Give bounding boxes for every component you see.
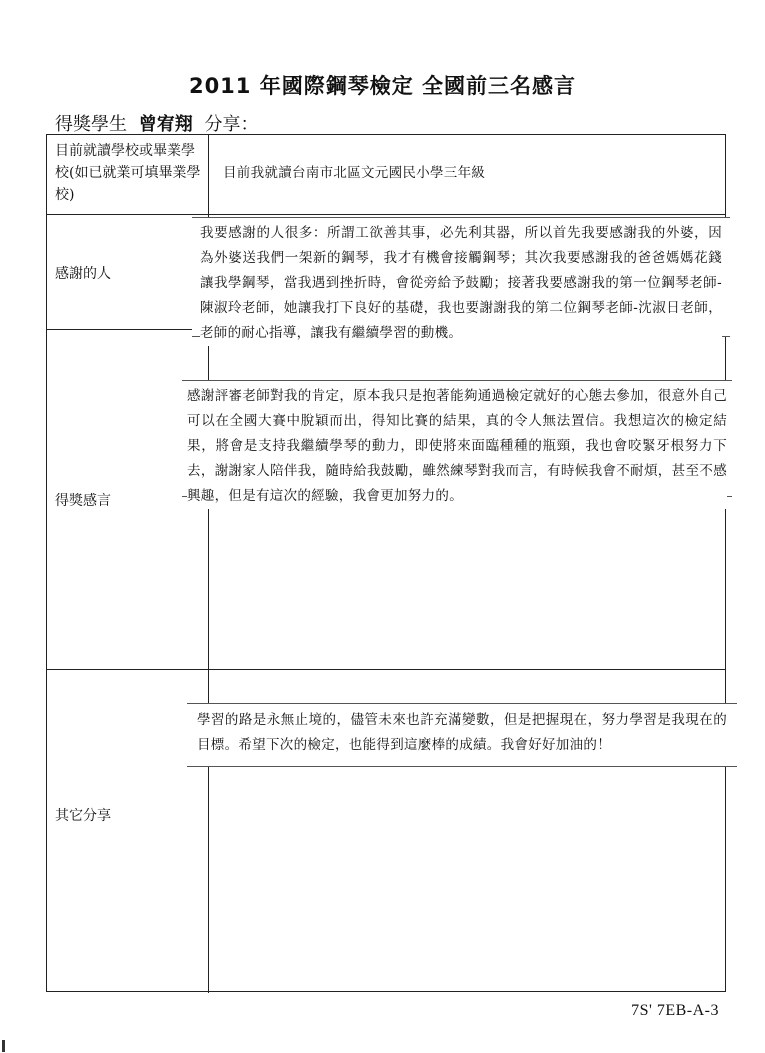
school-content-cell bbox=[209, 135, 725, 214]
student-prefix: 得獎學生 bbox=[55, 114, 127, 135]
school-content: 目前我就讀台南市北區文元國民小學三年級 bbox=[223, 165, 486, 181]
award-form-table bbox=[46, 134, 726, 992]
school-label-cell bbox=[47, 135, 209, 214]
row-school bbox=[47, 135, 725, 215]
award-label: 得獎感言 bbox=[55, 493, 111, 509]
scan-mark bbox=[2, 1040, 5, 1052]
award-pasted-slip bbox=[182, 380, 732, 504]
page-title: 2011 年國際鋼琴檢定 全國前三名感言 bbox=[188, 74, 577, 98]
other-pasted-slip bbox=[187, 703, 737, 767]
other-label-cell bbox=[47, 670, 209, 993]
other-label: 其它分享 bbox=[55, 808, 111, 824]
thanks-label: 感謝的人 bbox=[55, 266, 111, 282]
student-name: 曾宥翔 bbox=[138, 114, 193, 135]
student-suffix: 分享： bbox=[204, 114, 259, 135]
thanks-label-cell bbox=[47, 215, 209, 329]
thanks-pasted-slip bbox=[192, 217, 730, 341]
other-content: 學習的路是永無止境的，儘管未來也許充滿變數，但是把握現在，努力學習是我現在的目標。希望下次的檢定，也能得到這麼棒的成績。我會好好加油的！ bbox=[197, 708, 727, 758]
document-code: 7S' 7EB-A-3 bbox=[631, 1002, 719, 1019]
school-label: 目前就讀學校或畢業學校(如已就業可填畢業學校) bbox=[55, 143, 201, 203]
thanks-content: 我要感謝的人很多：所謂工欲善其事，必先利其器，所以首先我要感謝我的外婆，因為外婆送我們一架新的鋼琴，我才有機會接觸鋼琴；其次我要感謝我的爸爸媽媽花錢讓我學鋼琴，當我遇到挫折時，會從旁給予鼓勵；接著我要感謝我的第一位鋼琴老師-陳淑玲老師，她讓我打下良好的基礎，我也要謝謝我的第二位鋼琴老師-沈淑日老師，老師的耐心指導，讓我有繼續學習的動機。 bbox=[200, 221, 722, 346]
award-content: 感謝評審老師對我的肯定，原本我只是抱著能夠通過檢定就好的心態去參加，很意外自己可以在全國大賽中脫穎而出，得知比賽的結果，真的令人無法置信。我想這次的檢定結果，將會是支持我繼續學琴的動力，即使將來面臨種種的瓶頸，我也會咬緊牙根努力下去，謝謝家人陪伴我，隨時給我鼓勵，雖然練琴對我而言，有時候我會不耐煩，甚至不感興趣，但是有這次的經驗，我會更加努力的。 bbox=[187, 384, 727, 509]
student-line bbox=[55, 110, 258, 136]
